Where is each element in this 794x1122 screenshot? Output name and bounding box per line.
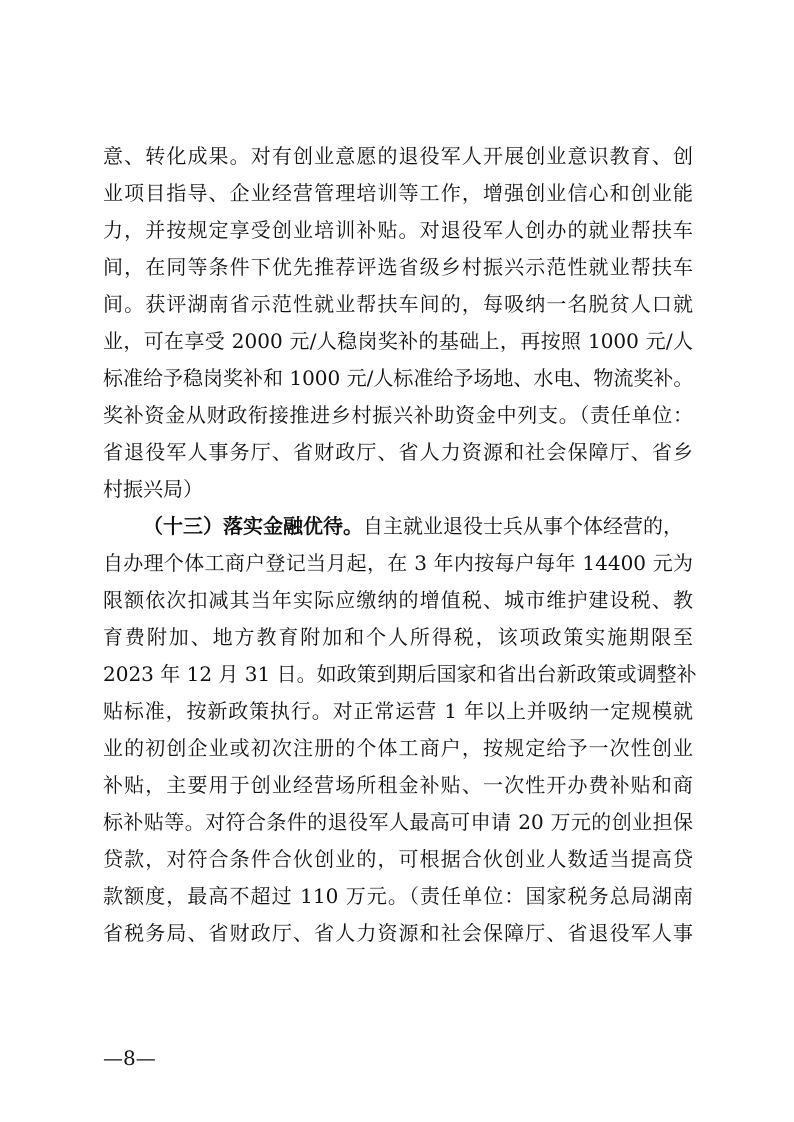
paragraph-line: 2023 年 12 月 31 日。如政策到期后国家和省出台新政策或调整补 <box>103 662 697 686</box>
paragraph-line: 村振兴局） <box>103 477 203 501</box>
paragraph-line: 业的初创企业或初次注册的个体工商户，按规定给予一次性创业 <box>103 736 693 760</box>
paragraph-line: 贷款，对符合条件合伙创业的，可根据合伙创业人数适当提高贷 <box>103 847 693 871</box>
section-line <box>143 514 693 538</box>
paragraph-line: 省税务局、省财政厅、省人力资源和社会保障厅、省退役军人事 <box>103 921 693 945</box>
paragraph-line: 业，可在享受 2000 元/人稳岗奖补的基础上，再按照 1000 元/人 <box>103 329 693 353</box>
paragraph-line: 自办理个体工商户登记当月起，在 3 年内按每户每年 14400 元为 <box>103 551 693 575</box>
section-text: 自主就业退役士兵从事个体经营的， <box>363 514 683 538</box>
paragraph-line: 贴标准，按新政策执行。对正常运营 1 年以上并吸纳一定规模就 <box>103 699 693 723</box>
section-heading: （十三）落实金融优待。 <box>143 514 363 538</box>
paragraph-line: 间。获评湖南省示范性就业帮扶车间的，每吸纳一名脱贫人口就 <box>103 292 693 316</box>
paragraph-line: 力，并按规定享受创业培训补贴。对退役军人创办的就业帮扶车 <box>103 218 693 242</box>
paragraph-line: 限额依次扣减其当年实际应缴纳的增值税、城市维护建设税、教 <box>103 588 693 612</box>
page-number: —8— <box>103 1046 156 1070</box>
paragraph-line: 业项目指导、企业经营管理培训等工作，增强创业信心和创业能 <box>103 181 693 205</box>
paragraph-line: 补贴，主要用于创业经营场所租金补贴、一次性开办费补贴和商 <box>103 773 693 797</box>
paragraph-line: 奖补资金从财政衔接推进乡村振兴补助资金中列支。（责任单位： <box>103 403 693 427</box>
paragraph-line: 间，在同等条件下优先推荐评选省级乡村振兴示范性就业帮扶车 <box>103 255 693 279</box>
paragraph-line: 省退役军人事务厅、省财政厅、省人力资源和社会保障厅、省乡 <box>103 440 693 464</box>
paragraph-line: 标补贴等。对符合条件的退役军人最高可申请 20 万元的创业担保 <box>103 810 693 834</box>
paragraph-line: 标准给予稳岗奖补和 1000 元/人标准给予场地、水电、物流奖补。 <box>103 366 694 390</box>
paragraph-line: 意、转化成果。对有创业意愿的退役军人开展创业意识教育、创 <box>103 144 693 168</box>
paragraph-line: 款额度，最高不超过 110 万元。（责任单位：国家税务总局湖南 <box>103 884 693 908</box>
paragraph-line: 育费附加、地方教育附加和个人所得税，该项政策实施期限至 <box>103 625 693 649</box>
